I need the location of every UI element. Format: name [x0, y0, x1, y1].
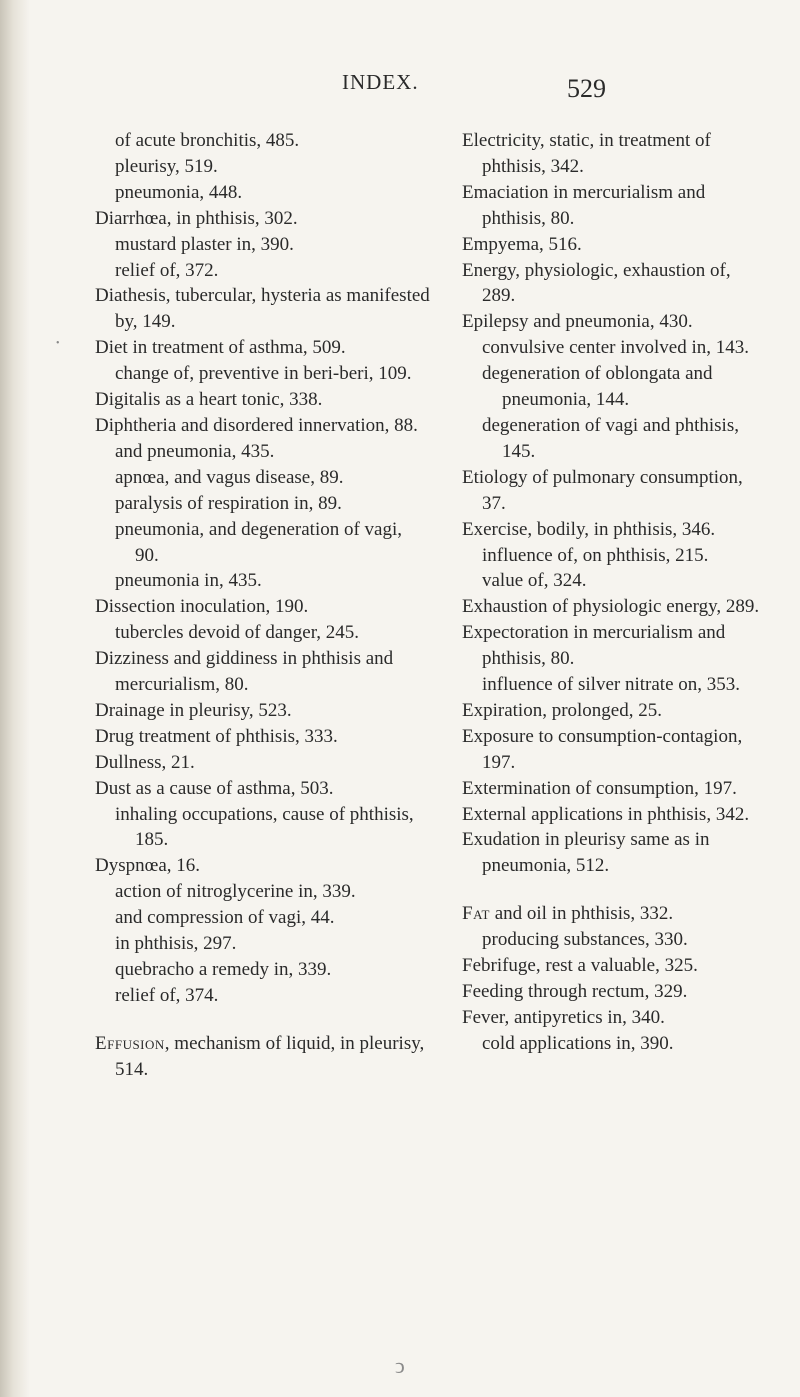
entry-text: Electricity, static, in treatment of phthisis, 342. [462, 130, 711, 177]
entry-text: inhaling occupations, cause of phthisis, 185. [115, 803, 414, 851]
index-entry [462, 724, 762, 776]
entry-text: Exhaustion of physiologic energy, 289. [462, 596, 760, 618]
entry-text: pneumonia in, 435. [115, 570, 262, 592]
entry-text: apnœa, and vagus disease, 89. [115, 466, 344, 488]
entry-text: Drug treatment of phthisis, 333. [95, 725, 338, 747]
entry-text: of acute bronchitis, 485. [115, 130, 300, 151]
entry-text: pleurisy, 519. [115, 155, 218, 177]
index-entry [95, 1031, 430, 1083]
entry-text: tubercles devoid of danger, 245. [115, 622, 360, 644]
entry-text: pneumonia, 448. [115, 181, 243, 203]
index-subentry [115, 439, 430, 465]
index-subentry [482, 927, 762, 953]
entry-text: mustard plaster in, 390. [115, 233, 294, 255]
entry-text: External applications in phthisis, 342. [462, 803, 750, 825]
index-entry [462, 1005, 762, 1031]
index-entry [462, 620, 762, 672]
entry-text: , mechanism of liquid, in pleurisy, 514. [115, 1032, 425, 1080]
index-subentry [115, 879, 430, 905]
entry-text: Dullness, 21. [95, 751, 195, 773]
entry-text: pneumonia, and degeneration of vagi, 90. [115, 518, 403, 566]
index-entry [462, 180, 762, 232]
entry-text: Digitalis as a heart tonic, 338. [95, 389, 323, 411]
entry-text: Expiration, prolonged, 25. [462, 699, 662, 721]
index-column-right [462, 128, 762, 1057]
entry-text: relief of, 372. [115, 259, 219, 281]
entry-text: in phthisis, 297. [115, 933, 237, 955]
index-entry [462, 802, 762, 828]
index-entry [462, 128, 762, 180]
index-subentry [115, 232, 430, 258]
entry-text: quebracho a remedy in, 339. [115, 959, 332, 980]
entry-text: cold applications in, 390. [482, 1032, 674, 1054]
entry-text: Expectoration in mercurialism and phthisis, 80. [462, 622, 726, 670]
entry-heading-smallcaps: Effusion [95, 1032, 165, 1054]
entry-text: Exudation in pleurisy same as in pneumonia, 512. [462, 829, 710, 877]
entry-text: Febrifuge, rest a valuable, 325. [462, 955, 698, 977]
printer-mark: ↄ [395, 1353, 405, 1378]
entry-text: Diathesis, tubercular, hysteria as manifested by, 149. [95, 285, 430, 333]
entry-text: Empyema, 516. [462, 233, 582, 255]
entry-text: Dyspnœa, 16. [95, 855, 201, 877]
entry-text: action of nitroglycerine in, 339. [115, 881, 356, 903]
entry-text: and compression of vagi, 44. [115, 907, 335, 929]
index-subentry [115, 957, 430, 983]
index-subentry [115, 983, 430, 1009]
index-entry [462, 594, 762, 620]
index-entry [462, 901, 762, 927]
entry-text: Feeding through rectum, 329. [462, 981, 688, 1002]
index-entry [462, 258, 762, 310]
entry-text: Drainage in pleurisy, 523. [95, 699, 292, 721]
entry-text: influence of silver nitrate on, 353. [482, 674, 741, 696]
entry-text: Dust as a cause of asthma, 503. [95, 777, 334, 799]
entry-text: Diphtheria and disordered innervation, 88. [95, 414, 418, 436]
entry-text: Etiology of pulmonary consumption, 37. [462, 466, 743, 514]
entry-text: Diarrhœa, in phthisis, 302. [95, 207, 298, 229]
index-subentry [115, 568, 430, 594]
index-subentry [482, 335, 762, 361]
index-entry [95, 750, 430, 776]
index-entry [95, 387, 430, 413]
index-subentry [115, 258, 430, 284]
entry-text: Diet in treatment of asthma, 509. [95, 337, 346, 359]
index-entry [462, 465, 762, 517]
index-entry [462, 232, 762, 258]
index-entry [95, 283, 430, 335]
index-subentry [115, 517, 430, 569]
index-entry [462, 776, 762, 802]
entry-text: Energy, physiologic, exhaustion of, 289. [462, 259, 731, 307]
index-entry [462, 827, 762, 879]
index-subentry [115, 491, 430, 517]
entry-text: Epilepsy and pneumonia, 430. [462, 311, 693, 333]
index-entry [95, 646, 430, 698]
index-subentry [482, 543, 762, 569]
entry-text: and pneumonia, 435. [115, 440, 275, 462]
page-header [0, 70, 800, 110]
index-entry [95, 853, 430, 879]
index-entry [95, 594, 430, 620]
entry-text: degeneration of vagi and phthisis, 145. [482, 414, 739, 462]
index-subentry [482, 1031, 762, 1057]
index-entry [95, 206, 430, 232]
index-subentry [482, 361, 762, 413]
index-subentry [115, 905, 430, 931]
index-subentry [115, 465, 430, 491]
entry-text: producing substances, 330. [482, 929, 688, 951]
index-subentry [115, 802, 430, 854]
entry-text: and oil in phthisis, 332. [489, 903, 674, 925]
index-column-left [95, 128, 430, 1083]
entry-text: influence of, on phthisis, 215. [482, 544, 709, 566]
entry-text: Fever, antipyretics in, 340. [462, 1006, 665, 1028]
entry-text: degeneration of oblongata and pneumonia, 144. [482, 363, 713, 411]
entry-text: Dizziness and giddiness in phthisis and mercurialism, 80. [95, 648, 394, 696]
index-entry [95, 335, 430, 361]
entry-text: relief of, 374. [115, 984, 219, 1006]
index-entry [95, 698, 430, 724]
margin-tick-mark: • [56, 338, 60, 349]
entry-text: change of, preventive in beri-beri, 109. [115, 363, 412, 385]
entry-text: Dissection inoculation, 190. [95, 596, 309, 618]
index-subentry [482, 568, 762, 594]
index-entry [462, 517, 762, 543]
entry-text: Extermination of consumption, 197. [462, 777, 737, 799]
index-entry [462, 953, 762, 979]
index-entry [95, 776, 430, 802]
entry-text: Exposure to consumption-contagion, 197. [462, 725, 743, 773]
entry-text: Emaciation in mercurialism and phthisis, 80. [462, 181, 706, 229]
entry-text: Exercise, bodily, in phthisis, 346. [462, 518, 716, 540]
index-subentry [115, 620, 430, 646]
index-subentry [482, 672, 762, 698]
index-subentry [115, 128, 430, 154]
entry-text: convulsive center involved in, 143. [482, 337, 749, 359]
entry-text: paralysis of respiration in, 89. [115, 492, 342, 514]
index-subentry [115, 931, 430, 957]
running-title: INDEX. [342, 70, 419, 94]
index-entry [462, 309, 762, 335]
index-entry [462, 698, 762, 724]
index-subentry [115, 361, 430, 387]
index-entry [95, 413, 430, 439]
index-entry [462, 979, 762, 1005]
entry-text: value of, 324. [482, 570, 587, 592]
entry-heading-smallcaps: Fat [462, 903, 490, 925]
page-gutter-shadow [0, 0, 30, 1397]
index-subentry [115, 154, 430, 180]
index-entry [95, 724, 430, 750]
index-subentry [115, 180, 430, 206]
page-number: 529 [567, 74, 606, 103]
index-subentry [482, 413, 762, 465]
